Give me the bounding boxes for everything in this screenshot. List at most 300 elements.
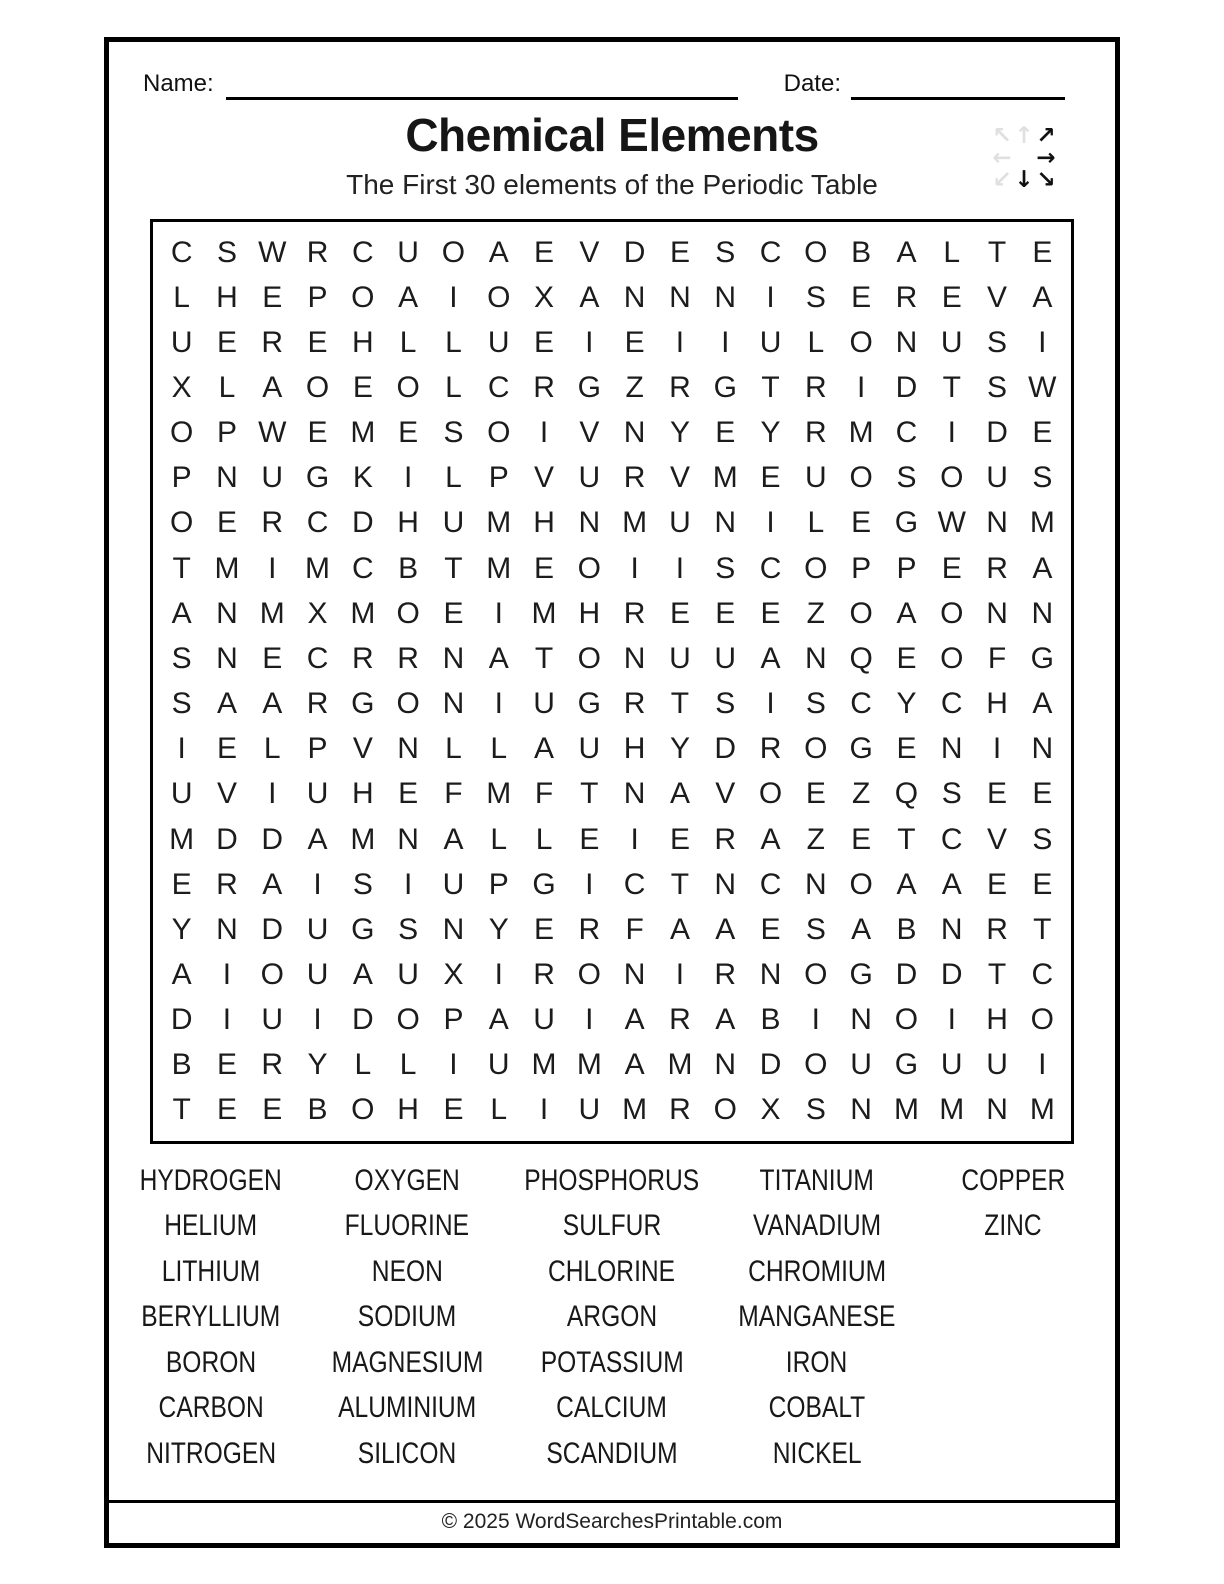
grid-letter: E xyxy=(624,325,645,359)
name-write-line xyxy=(226,69,738,100)
grid-letter: N xyxy=(442,687,465,721)
grid-letter: D xyxy=(261,912,284,946)
grid-letter: R xyxy=(986,912,1008,946)
grid-letter: R xyxy=(306,235,329,269)
grid-letter: R xyxy=(669,371,691,405)
grid-letter: E xyxy=(669,596,690,630)
grid-letter: L xyxy=(490,822,508,856)
grid-letter: A xyxy=(488,235,509,269)
grid-letter: S xyxy=(171,641,192,675)
grid-letter: G xyxy=(532,867,556,901)
grid-letter: C xyxy=(170,235,193,269)
grid-letter: U xyxy=(170,325,193,359)
grid-letter: G xyxy=(305,461,330,495)
grid-letter: M xyxy=(214,551,240,585)
grid-letter: E xyxy=(851,506,872,540)
grid-letter: E xyxy=(941,280,962,314)
grid-letter: O xyxy=(804,732,828,766)
grid-letter: O xyxy=(940,596,964,630)
grid-letter: I xyxy=(721,325,730,359)
grid-letter: E xyxy=(216,1048,237,1082)
grid-letter: M xyxy=(350,596,376,630)
grid-letter: B xyxy=(171,1048,192,1082)
grid-letter: N xyxy=(940,912,963,946)
word-list-item: CALCIUM xyxy=(556,1391,668,1425)
grid-letter: U xyxy=(940,325,963,359)
grid-letter: U xyxy=(714,641,737,675)
grid-letter: R xyxy=(397,641,419,675)
grid-letter: E xyxy=(171,867,192,901)
grid-letter: Z xyxy=(851,777,871,811)
grid-letter: S xyxy=(805,687,826,721)
grid-letter: F xyxy=(625,912,644,946)
grid-letter: T xyxy=(987,957,1007,991)
grid-letter: Q xyxy=(849,641,873,675)
grid-letter: P xyxy=(216,416,237,450)
grid-letter: N xyxy=(714,1048,737,1082)
grid-letter: R xyxy=(533,957,555,991)
grid-letter: X xyxy=(171,371,192,405)
grid-letter: N xyxy=(216,641,238,675)
grid-letter: E xyxy=(262,280,283,314)
word-list-item: PHOSPHORUS xyxy=(524,1163,700,1197)
word-list-item: POTASSIUM xyxy=(540,1345,684,1379)
grid-letter: S xyxy=(805,1093,826,1127)
grid-letter: Y xyxy=(171,912,192,946)
grid-letter: N xyxy=(1031,596,1054,630)
word-list-item: SULFUR xyxy=(562,1209,662,1243)
grid-letter: V xyxy=(579,416,600,450)
grid-letter: G xyxy=(577,687,601,721)
grid-letter: A xyxy=(488,641,509,675)
grid-letter: D xyxy=(352,506,374,540)
grid-letter: H xyxy=(397,1093,419,1127)
grid-letter: R xyxy=(623,461,646,495)
grid-letter: O xyxy=(804,235,828,269)
grid-letter: O xyxy=(849,596,873,630)
grid-letter: I xyxy=(449,280,458,314)
grid-letter: N xyxy=(216,912,238,946)
grid-letter: U xyxy=(759,325,782,359)
grid-letter: C xyxy=(352,235,374,269)
grid-letter: A xyxy=(1032,280,1053,314)
grid-letter: E xyxy=(443,1093,464,1127)
grid-letter: W xyxy=(258,235,287,269)
grid-letter: E xyxy=(216,325,237,359)
page-title: Chemical Elements xyxy=(405,109,819,161)
grid-letter: D xyxy=(759,1048,782,1082)
grid-letter: L xyxy=(218,371,236,405)
grid-letter: R xyxy=(895,280,918,314)
grid-letter: A xyxy=(896,235,917,269)
grid-letter: E xyxy=(443,596,464,630)
word-list-item: ALUMINIUM xyxy=(338,1391,477,1425)
grid-letter: V xyxy=(579,235,600,269)
grid-letter: U xyxy=(306,957,329,991)
directions-icon xyxy=(991,125,1057,191)
word-list-item: BORON xyxy=(165,1345,257,1379)
grid-letter: E xyxy=(579,822,600,856)
grid-letter: O xyxy=(1030,1003,1054,1037)
grid-letter: E xyxy=(262,1093,283,1127)
grid-letter: T xyxy=(172,551,191,585)
grid-letter: G xyxy=(351,687,375,721)
grid-letter: Y xyxy=(760,416,781,450)
grid-letter: X xyxy=(760,1093,781,1127)
date-write-line xyxy=(851,69,1065,100)
grid-letter: I xyxy=(766,506,775,540)
grid-letter: L xyxy=(807,325,825,359)
word-list-item: NEON xyxy=(371,1254,443,1288)
grid-letter: I xyxy=(177,732,186,766)
grid-letter: S xyxy=(896,461,917,495)
page-footer xyxy=(109,1500,1115,1543)
grid-letter: A xyxy=(1032,551,1053,585)
grid-letter: E xyxy=(216,732,237,766)
grid-letter: U xyxy=(669,641,691,675)
grid-letter: A xyxy=(851,912,872,946)
grid-letter: U xyxy=(261,461,284,495)
grid-letter: N xyxy=(623,416,646,450)
grid-letter: I xyxy=(449,1048,458,1082)
grid-letter: I xyxy=(494,687,503,721)
grid-letter: L xyxy=(490,732,508,766)
grid-letter: T xyxy=(897,822,916,856)
grid-letter: G xyxy=(713,371,737,405)
grid-letter: U xyxy=(805,461,827,495)
grid-letter: E xyxy=(987,777,1008,811)
arrow-right-icon: → xyxy=(1036,145,1056,171)
grid-letter: A xyxy=(443,822,464,856)
name-date-row xyxy=(109,42,1115,100)
grid-letter: A xyxy=(171,957,192,991)
grid-letter: I xyxy=(494,957,503,991)
grid-letter: U xyxy=(442,506,465,540)
grid-letter: K xyxy=(352,461,373,495)
grid-letter: A xyxy=(896,596,917,630)
word-list-item: TITANIUM xyxy=(759,1163,874,1197)
grid-letter: R xyxy=(759,732,782,766)
grid-letter: E xyxy=(987,867,1008,901)
word-list-item: SODIUM xyxy=(358,1300,457,1334)
grid-letter: Z xyxy=(625,371,644,405)
grid-letter: S xyxy=(443,416,464,450)
grid-letter: M xyxy=(1029,506,1055,540)
grid-letter: T xyxy=(670,867,690,901)
grid-letter: I xyxy=(675,957,685,991)
grid-letter: M xyxy=(486,506,512,540)
grid-letter: G xyxy=(894,506,919,540)
arrow-up-right-icon: ↗ xyxy=(1036,123,1056,149)
grid-letter: L xyxy=(943,235,961,269)
grid-letter: R xyxy=(261,1048,284,1082)
grid-letter: I xyxy=(992,732,1002,766)
grid-letter: N xyxy=(714,867,737,901)
grid-letter: O xyxy=(894,1003,919,1037)
grid-letter: I xyxy=(585,325,594,359)
grid-letter: C xyxy=(940,822,963,856)
grid-letter: O xyxy=(260,957,284,991)
grid-letter: U xyxy=(397,235,419,269)
grid-letter: A xyxy=(624,1003,645,1037)
grid-letter: M xyxy=(1029,1093,1055,1127)
grid-letter: G xyxy=(1030,641,1054,675)
grid-letter: C xyxy=(759,235,782,269)
grid-letter: C xyxy=(759,551,782,585)
copyright-text: © 2025 WordSearchesPrintable.com xyxy=(441,1510,783,1533)
grid-letter: I xyxy=(811,1003,820,1037)
grid-letter: N xyxy=(940,732,963,766)
grid-letter: P xyxy=(488,867,509,901)
grid-letter: E xyxy=(669,822,690,856)
grid-letter: A xyxy=(896,867,917,901)
grid-letter: P xyxy=(851,551,872,585)
grid-letter: V xyxy=(987,280,1008,314)
grid-letter: T xyxy=(580,777,599,811)
grid-letter: P xyxy=(443,1003,464,1037)
grid-letter: R xyxy=(533,371,555,405)
grid-letter: E xyxy=(896,732,917,766)
grid-letter: N xyxy=(578,506,601,540)
grid-letter: R xyxy=(805,371,827,405)
grid-letter: E xyxy=(1032,867,1053,901)
grid-letter: I xyxy=(494,596,503,630)
grid-letter: S xyxy=(171,687,192,721)
grid-letter: A xyxy=(715,912,736,946)
grid-letter: N xyxy=(397,822,419,856)
grid-letter: I xyxy=(268,777,277,811)
grid-letter: S xyxy=(987,325,1008,359)
grid-letter: X xyxy=(443,957,464,991)
grid-letter: C xyxy=(940,687,963,721)
grid-letter: N xyxy=(442,641,465,675)
grid-letter: A xyxy=(488,1003,509,1037)
grid-letter: W xyxy=(258,416,287,450)
grid-letter: E xyxy=(760,461,781,495)
grid-letter: N xyxy=(805,641,827,675)
grid-letter: E xyxy=(534,235,555,269)
grid-letter: E xyxy=(534,912,555,946)
grid-letter: Z xyxy=(806,596,825,630)
word-list-item: MAGNESIUM xyxy=(331,1345,484,1379)
grid-letter: N xyxy=(216,461,238,495)
grid-letter: B xyxy=(398,551,419,585)
grid-letter: M xyxy=(486,777,512,811)
grid-letter: E xyxy=(896,641,917,675)
grid-letter: R xyxy=(669,1093,691,1127)
grid-letter: L xyxy=(807,506,825,540)
grid-letter: I xyxy=(947,1003,956,1037)
grid-letter: I xyxy=(630,822,639,856)
grid-letter: E xyxy=(760,912,781,946)
grid-letter: A xyxy=(669,912,690,946)
grid-letter: S xyxy=(1032,461,1053,495)
grid-letter: N xyxy=(216,596,238,630)
grid-letter: X xyxy=(307,596,328,630)
grid-letter: I xyxy=(856,371,866,405)
grid-letter: N xyxy=(623,280,646,314)
grid-letter: C xyxy=(895,416,918,450)
grid-letter: H xyxy=(397,506,419,540)
grid-letter: U xyxy=(533,1003,555,1037)
word-list-item: COBALT xyxy=(768,1391,866,1425)
grid-letter: U xyxy=(170,777,193,811)
grid-letter: U xyxy=(986,461,1008,495)
grid-letter: B xyxy=(307,1093,328,1127)
grid-letter: O xyxy=(804,551,828,585)
arrow-down-right-icon: ↘ xyxy=(1036,167,1056,193)
grid-letter: T xyxy=(534,641,554,675)
grid-letter: C xyxy=(1031,957,1054,991)
grid-letter: H xyxy=(216,280,238,314)
grid-letter: E xyxy=(534,325,555,359)
grid-letter: R xyxy=(216,867,238,901)
grid-letter: O xyxy=(577,957,601,991)
grid-letter: R xyxy=(623,687,646,721)
grid-letter: E xyxy=(398,777,419,811)
grid-letter: S xyxy=(805,912,826,946)
grid-letter: S xyxy=(715,551,736,585)
word-list-item: NITROGEN xyxy=(146,1436,276,1470)
word-list-item: CHLORINE xyxy=(548,1254,676,1288)
grid-letter: O xyxy=(487,280,511,314)
grid-letter: S xyxy=(805,280,826,314)
grid-letter: M xyxy=(305,551,331,585)
page-subtitle: The First 30 elements of the Periodic Table xyxy=(346,169,878,200)
grid-letter: O xyxy=(305,371,330,405)
arrow-up-icon: ↑ xyxy=(1014,123,1034,149)
grid-letter: I xyxy=(1038,325,1047,359)
grid-letter: B xyxy=(851,235,872,269)
grid-letter: U xyxy=(533,687,555,721)
grid-letter: N xyxy=(714,506,737,540)
grid-letter: H xyxy=(533,506,555,540)
grid-letter: I xyxy=(313,867,322,901)
grid-letter: R xyxy=(352,641,374,675)
arrow-down-icon: ↓ xyxy=(1014,167,1034,193)
grid-letter: D xyxy=(352,1003,374,1037)
grid-letter: E xyxy=(669,235,690,269)
grid-letter: B xyxy=(896,912,917,946)
grid-letter: A xyxy=(624,1048,645,1082)
grid-letter: W xyxy=(937,506,966,540)
grid-letter: R xyxy=(623,596,646,630)
grid-letter: I xyxy=(268,551,277,585)
grid-letter: D xyxy=(940,957,963,991)
grid-letter: O xyxy=(849,461,873,495)
grid-letter: N xyxy=(442,912,465,946)
grid-letter: O xyxy=(487,416,511,450)
word-list-item: CARBON xyxy=(158,1391,264,1425)
grid-letter: C xyxy=(306,506,329,540)
grid-letter: U xyxy=(397,957,419,991)
grid-letter: E xyxy=(715,596,736,630)
grid-letter: L xyxy=(445,732,462,766)
grid-letter: V xyxy=(216,777,237,811)
grid-letter: L xyxy=(445,371,462,405)
grid-letter: O xyxy=(713,1093,737,1127)
grid-letter: V xyxy=(987,822,1008,856)
grid-letter: N xyxy=(623,957,646,991)
grid-letter: D xyxy=(986,416,1008,450)
grid-letter: T xyxy=(761,371,780,405)
grid-letter: T xyxy=(172,1093,191,1127)
grid-letter: U xyxy=(940,1048,963,1082)
grid-letter: A xyxy=(669,777,690,811)
grid-letter: C xyxy=(759,867,782,901)
grid-letter: G xyxy=(894,1048,919,1082)
grid-letter: S xyxy=(398,912,419,946)
grid-letter: E xyxy=(307,325,328,359)
grid-letter: O xyxy=(169,506,194,540)
grid-letter: U xyxy=(850,1048,872,1082)
word-list-item: MANGANESE xyxy=(738,1300,896,1334)
grid-letter: D xyxy=(895,957,918,991)
grid-letter: U xyxy=(306,912,329,946)
grid-letter: A xyxy=(941,867,962,901)
grid-letter: E xyxy=(760,596,781,630)
grid-letter: C xyxy=(850,687,872,721)
grid-letter: Y xyxy=(896,687,917,721)
grid-letter: D xyxy=(216,822,238,856)
grid-letter: A xyxy=(534,732,555,766)
grid-letter: I xyxy=(403,461,413,495)
word-list-item: SCANDIUM xyxy=(546,1436,678,1470)
grid-letter: U xyxy=(578,461,601,495)
grid-letter: A xyxy=(1032,687,1053,721)
grid-letter: C xyxy=(306,641,329,675)
grid-letter: I xyxy=(313,1003,322,1037)
grid-letter: N xyxy=(986,596,1008,630)
grid-letter: M xyxy=(622,1093,648,1127)
grid-letter: A xyxy=(262,867,283,901)
grid-letter: D xyxy=(623,235,646,269)
grid-letter: S xyxy=(216,235,237,269)
grid-letter: I xyxy=(675,325,685,359)
word-list-item: CHROMIUM xyxy=(747,1254,886,1288)
grid-letter: A xyxy=(760,822,781,856)
word-list-item: ARGON xyxy=(566,1300,658,1334)
grid-letter: L xyxy=(445,461,462,495)
grid-letter: O xyxy=(940,461,964,495)
grid-letter: I xyxy=(222,957,232,991)
grid-letter: E xyxy=(941,551,962,585)
grid-letter: E xyxy=(1032,235,1053,269)
grid-letter: I xyxy=(539,416,549,450)
grid-letter: N xyxy=(805,867,827,901)
letter-grid xyxy=(150,219,1074,1144)
grid-letter: S xyxy=(1032,822,1053,856)
grid-letter: U xyxy=(261,1003,284,1037)
grid-letter: L xyxy=(490,1093,508,1127)
grid-letter: C xyxy=(352,551,374,585)
grid-letter: E xyxy=(805,777,826,811)
grid-letter: O xyxy=(940,641,964,675)
grid-letter: X xyxy=(534,280,555,314)
grid-letter: Y xyxy=(669,416,690,450)
grid-letter: F xyxy=(534,777,554,811)
grid-letter: D xyxy=(714,732,737,766)
grid-letter: E xyxy=(851,822,872,856)
grid-letter: M xyxy=(712,461,738,495)
grid-letter: R xyxy=(714,822,737,856)
grid-letter: E xyxy=(352,371,373,405)
grid-letter: M xyxy=(350,822,376,856)
grid-letter: V xyxy=(669,461,690,495)
grid-letter: P xyxy=(307,732,328,766)
grid-letter: C xyxy=(623,867,646,901)
grid-letter: N xyxy=(986,1093,1008,1127)
